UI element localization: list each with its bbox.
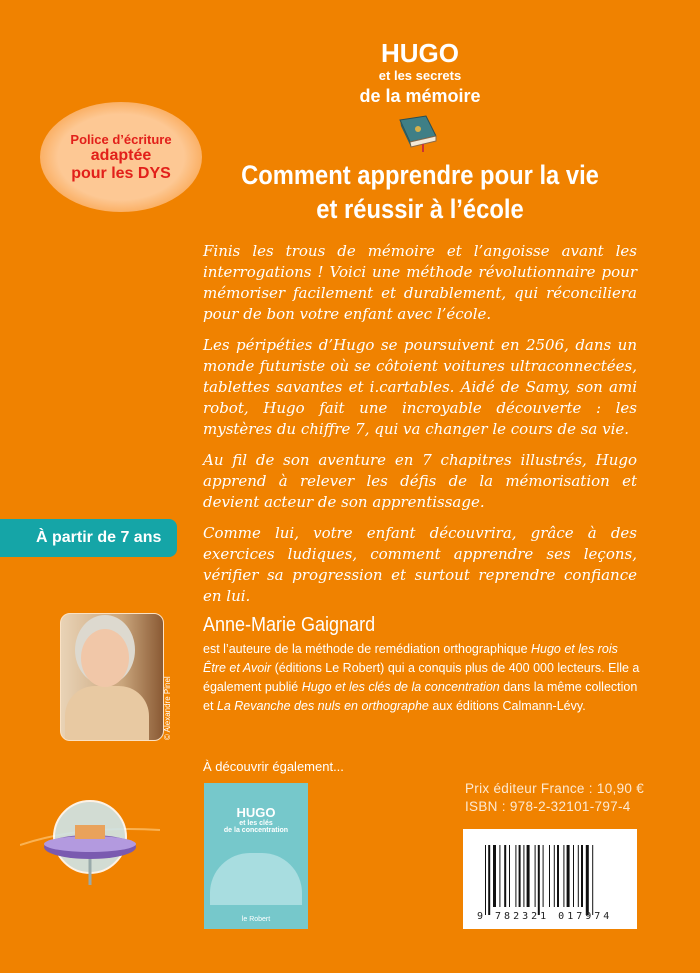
barcode-bar <box>563 845 564 907</box>
barcode-bar <box>543 845 544 907</box>
badge-line-1: Police d’écriture <box>70 132 172 147</box>
blurb-paragraph: Finis les trous de mémoire et l’angoisse avant les interrogations ! Voici une méthode révolutionnaire pour mémoriser facilement et durablement, qui réconciliera pour de bon votre enfant avec l’école. <box>203 242 637 323</box>
bio-text: (éditions Le Robert) qui a conquis plus de 400 000 lecteurs. Elle a également publié <box>203 661 640 694</box>
cover-illustration <box>210 853 302 905</box>
blurb-paragraph: Comme lui, votre enfant découvrira, grâce à des exercices ludiques, comment apprendre ses leçons, vérifier sa progression et surtout reprendre confiance en lui. <box>203 524 637 605</box>
headline-line-1: Comment apprendre pour la vie <box>241 160 599 190</box>
series-subtitle-1: et les secrets <box>378 68 462 83</box>
barcode-bar <box>567 845 570 907</box>
barcode-bar <box>499 845 500 907</box>
barcode-bar <box>523 845 524 907</box>
barcode-bars <box>485 845 620 915</box>
cover-publisher: le Robert <box>241 916 271 923</box>
barcode-bar <box>573 845 574 907</box>
cover-subtitle-2: de la concentration <box>223 827 289 834</box>
headline-line-2: et réussir à l’école <box>316 194 524 224</box>
cover-title: HUGO <box>236 805 276 820</box>
bio-book-title: Hugo et les rois Être et Avoir <box>203 642 618 675</box>
photo-credit: © Alexandre Pinel <box>163 676 172 740</box>
barcode-bar <box>535 845 536 907</box>
blurb <box>203 241 637 617</box>
bio-text: est l’auteure de la méthode de remédiation orthographique <box>203 642 531 656</box>
bio-book-title: Hugo et les clés de la concentration <box>301 680 500 694</box>
barcode-bar <box>519 845 521 907</box>
barcode-bar <box>581 845 583 907</box>
barcode-bar <box>554 845 555 907</box>
cover-subtitle-1: et les clés <box>239 820 273 827</box>
bio-text: dans la même collection et <box>203 680 638 713</box>
age-tab: À partir de 7 ans <box>0 519 177 557</box>
planet-illustration <box>20 785 160 895</box>
badge-line-2: adaptée <box>90 147 152 164</box>
price-info <box>465 780 644 816</box>
barcode-bar <box>557 845 559 907</box>
series-subtitle-2: de la mémoire <box>359 86 481 106</box>
barcode-bar <box>527 845 530 907</box>
barcode-bar <box>586 845 589 915</box>
also-discover-label: À découvrir également... <box>203 759 344 774</box>
barcode-bar <box>515 845 516 907</box>
author-bio <box>203 640 640 716</box>
barcode-bar <box>592 845 593 915</box>
badge-line-3: pour les DYS <box>71 165 171 182</box>
barcode-bar <box>485 845 486 915</box>
barcode-bar <box>509 845 510 907</box>
barcode <box>463 829 637 929</box>
barcode-bar <box>493 845 496 907</box>
barcode-bar <box>504 845 506 907</box>
barcode-bar <box>578 845 579 907</box>
bio-book-title: La Revanche des nuls en orthographe <box>216 699 429 713</box>
author-photo <box>60 613 164 741</box>
barcode-bar <box>549 845 550 907</box>
price: Prix éditeur France : 10,90 € <box>465 781 645 796</box>
bio-text: aux éditions Calmann-Lévy. <box>428 699 586 713</box>
author-name: Anne-Marie Gaignard <box>203 614 376 636</box>
barcode-digits: 9 782321 017974 <box>477 911 613 922</box>
blurb-paragraph: Au fil de son aventure en 7 chapitres illustrés, Hugo apprend à relever les défis de la mémorisation et devient acteur de son apprentissage. <box>203 451 637 511</box>
series-title: HUGO <box>381 38 459 68</box>
headline <box>226 158 613 226</box>
barcode-bar <box>488 845 490 915</box>
related-book-cover <box>204 783 308 929</box>
book-icon <box>396 114 440 154</box>
blurb-paragraph: Les péripéties d’Hugo se poursuivent en 2506, dans un monde futuriste où se côtoient voitures ultraconnectées, tablettes savantes et i.cartables. Aidé de Samy, son ami robot, Hugo fait une incroyable découverte : les mystères du chiffre 7, qui va changer le cours de sa vie. <box>203 336 637 438</box>
barcode-bar <box>538 845 540 915</box>
isbn: ISBN : 978-2-32101-797-4 <box>465 799 631 814</box>
dys-font-badge <box>40 102 202 212</box>
